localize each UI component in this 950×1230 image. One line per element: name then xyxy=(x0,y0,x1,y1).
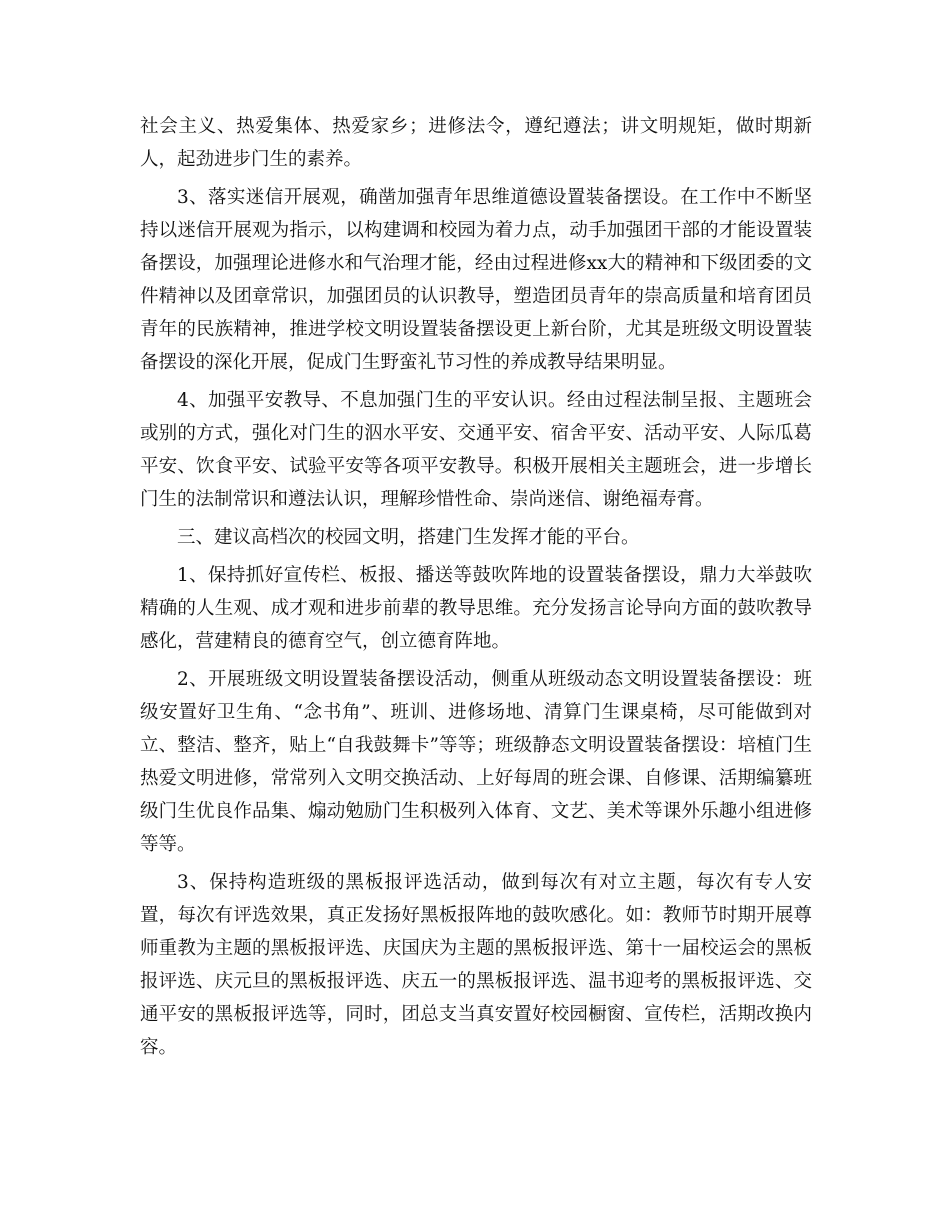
paragraph-item-1-publicity: 1、保持抓好宣传栏、板报、播送等鼓吹阵地的设置装备摆设，鼎力大举鼓吹精确的人生观、成才观和进步前辈的教导思维。充分发扬言论导向方面的鼓吹教导感化，营建精良的德育空气，创立德育阵地。 xyxy=(140,565,812,652)
section-heading-three: 三、建议高档次的校园文明，搭建门生发挥才能的平台。 xyxy=(177,527,640,548)
paragraph-item-2-class-culture: 2、开展班级文明设置装备摆设活动，侧重从班级动态文明设置装备摆设：班级安置好卫生角、“念书角”、班训、进修场地、清算门生课桌椅，尽可能做到对立、整洁、整齐，贴上“自我鼓舞卡”等等；班级静态文明设置装备摆设：培植门生热爱文明进修，常常列入文明交换活动、上好每周的班会课、自修课、活期编纂班级门生优良作品集、煽动勉励门生积极列入体育、文艺、美术等课外乐趣小组进修等等。 xyxy=(140,669,812,855)
paragraph-item-3-ideology: 3、落实迷信开展观，确凿加强青年思维道德设置装备摆设。在工作中不断坚持以迷信开展观为指示，以构建调和校园为着力点，动手加强团干部的才能设置装备摆设，加强理论进修水和气治理才能，经由过程进修xx大的精神和下级团委的文件精神以及团章常识，加强团员的认识教导，塑造团员青年的崇高质量和培育团员青年的民族精神，推进学校文明设置装备摆设更上新台阶，尤其是班级文明设置装备摆设的深化开展，促成门生野蛮礼节习性的养成教导结果明显。 xyxy=(140,187,812,373)
document-body xyxy=(140,110,812,1069)
paragraph-continuation: 社会主义、热爱集体、热爱家乡；进修法令，遵纪遵法；讲文明规矩，做时期新人，起劲进步门生的素养。 xyxy=(140,116,812,170)
paragraph-item-4-safety: 4、加强平安教导、不息加强门生的平安认识。经由过程法制呈报、主题班会或别的方式，强化对门生的泅水平安、交通平安、宿舍平安、活动平安、人际瓜葛平安、饮食平安、试验平安等各项平安教导。积极开展相关主题班会，进一步增长门生的法制常识和遵法认识，理解珍惜性命、崇尚迷信、谢绝福寿膏。 xyxy=(140,390,812,510)
paragraph-item-3-blackboard: 3、保持构造班级的黑板报评选活动，做到每次有对立主题，每次有专人安置，每次有评选效果，真正发扬好黑板报阵地的鼓吹感化。如：教师节时期开展尊师重教为主题的黑板报评选、庆国庆为主题的黑板报评选、第十一届校运会的黑板报评选、庆元旦的黑板报评选、庆五一的黑板报评选、温书迎考的黑板报评选、交通平安的黑板报评选等，同时，团总支当真安置好校园橱窗、宣传栏，活期改换内容。 xyxy=(140,872,812,1058)
